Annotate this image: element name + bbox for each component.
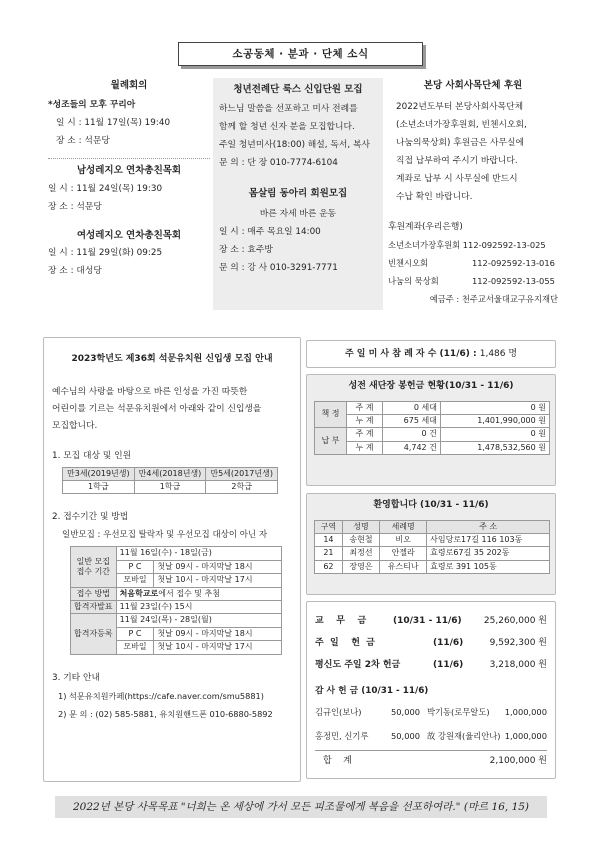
- table-cell: P C: [116, 627, 154, 640]
- finance-row: [315, 632, 547, 654]
- south-title: 남성레지오 연차총친목회: [76, 165, 182, 177]
- thanks-title: 감 사 헌 금 (10/31 - 11/6): [315, 686, 429, 696]
- thanks-row: [315, 724, 547, 748]
- support-line: 계좌로 납부 시 사무실에 반드시: [396, 174, 518, 185]
- kinder-intro: 어린이를 기르는 석문유치원에서 아래와 같이 신입생을: [52, 403, 262, 414]
- account-number: 112-092592-13-025: [462, 240, 546, 251]
- table-cell: 최정선: [342, 547, 379, 560]
- finance-amount: 25,260,000 원: [483, 616, 547, 626]
- south-place: 장 소 : 석문당: [48, 201, 102, 212]
- dance-sub: 바른 자세 바른 운동: [259, 208, 337, 219]
- youth-line: 주일 청년미사(18:00) 해설, 독서, 복사: [219, 140, 370, 151]
- table-cell: 1,401,990,000 원: [440, 415, 549, 428]
- account-row: [388, 272, 558, 290]
- table-cell: 장영은: [342, 560, 379, 573]
- fund-title: 성전 새단장 봉헌금 현황(10/31 - 11/6): [348, 381, 514, 391]
- account-row: [388, 236, 558, 254]
- account-holder: 예금주 : 천주교서울대교구유지재단: [429, 294, 558, 305]
- table-cell: 11월 16일(수) - 18일(금): [116, 547, 281, 560]
- finance-period: (11/6): [433, 638, 464, 648]
- kinder-intro: 모집합니다.: [52, 420, 98, 431]
- table-cell: 송현철: [342, 534, 379, 547]
- attendance-value: 1,486 명: [479, 349, 518, 359]
- table-cell: 모바일: [116, 574, 154, 587]
- table-cell: 1,478,532,560 원: [440, 441, 549, 454]
- welcome-title: 환영합니다 (10/31 - 11/6): [373, 500, 489, 510]
- table-header: 세례명: [380, 520, 427, 533]
- donor-name: 박기동(로무알도): [427, 707, 490, 717]
- table-cell: 11월 23일(수) 15시: [116, 601, 281, 614]
- table-header: 구역: [315, 520, 343, 533]
- dance-title: 몸살림 동아리 회원모집: [248, 188, 348, 200]
- donor-amount: 1,000,000: [504, 707, 547, 717]
- donor-amount: 1,000,000: [504, 731, 547, 741]
- support-notice: [388, 80, 558, 308]
- finance-row: [315, 610, 547, 632]
- table-cell: 안젤라: [380, 547, 427, 560]
- finance-period: (11/6): [433, 660, 464, 670]
- table-cell: 합격자등록: [71, 614, 117, 654]
- finance-panel: [306, 601, 556, 779]
- support-line: 나눔의묵상회) 후원금은 사무실에: [396, 138, 524, 149]
- finance-amount: 3,218,000 원: [489, 660, 547, 670]
- table-cell: 0 원: [440, 428, 549, 441]
- table-cell: 주 계: [347, 401, 383, 414]
- section-heading: 2. 접수기간 및 방법: [52, 512, 129, 523]
- monthly-title: 월례회의: [110, 80, 148, 91]
- finance-row: [315, 654, 547, 676]
- table-cell: 모바일: [116, 641, 154, 654]
- account-name: 빈첸시오회: [388, 258, 429, 269]
- youth-line: 하느님 말씀을 선포하고 미사 전례를: [219, 104, 358, 115]
- youth-line: 함께 할 청년 신자 분을 모집합니다.: [219, 122, 355, 133]
- table-cell: [116, 587, 281, 600]
- kinder-intro: 예수님의 사랑을 바탕으로 바른 인성을 가진 따뜻한: [52, 386, 248, 397]
- table-cell: 효령로67길 35 202동: [427, 547, 550, 560]
- monthly-date: 일 시 : 11월 17일(목) 19:40: [56, 118, 171, 129]
- table-cell: 0 건: [382, 428, 440, 441]
- table-header: 주 소: [427, 520, 550, 533]
- kinder-cafe-link[interactable]: 1) 석문유치원카페(https://cafe.naver.com/smu5881): [58, 690, 264, 701]
- monthly-place: 장 소 : 석문당: [56, 136, 110, 147]
- donor-name: 김규인(보나): [315, 707, 362, 717]
- account-row: [388, 254, 558, 272]
- account-name: 소년소녀가장후원회: [388, 240, 461, 251]
- table-cell: 첫날 10시 - 마지막날 17시: [154, 574, 282, 587]
- support-title: 본당 사회사목단체 후원: [423, 80, 523, 91]
- table-cell: 2학급: [206, 481, 278, 494]
- recruit-panel: [213, 78, 383, 310]
- support-line: (소년소녀가장후원회, 빈첸시오회,: [396, 120, 527, 131]
- dance-line: 장 소 : 효주방: [219, 244, 273, 255]
- welcome-table: [314, 520, 550, 575]
- finance-label: 평신도 주일 2차 헌금: [315, 660, 401, 670]
- table-cell: 62: [315, 560, 343, 573]
- donor-amount: 50,000: [391, 731, 421, 741]
- dance-line: 일 시 : 매주 목요일 14:00: [219, 226, 321, 237]
- table-cell: 675 세대: [382, 415, 440, 428]
- table-cell: 21: [315, 547, 343, 560]
- table-cell: 누 계: [347, 415, 383, 428]
- support-line: 수납 확인 바랍니다.: [396, 192, 473, 203]
- table-cell: 4,742 건: [382, 441, 440, 454]
- footer-motto: 2022년 본당 사목목표 "너희는 온 세상에 가서 모든 피조물에게 복음을 선포하여라." (마르 16, 15): [55, 796, 547, 818]
- total-label: 합 계: [323, 756, 352, 766]
- table-cell: 납 부: [315, 428, 347, 455]
- quota-table: [62, 467, 278, 495]
- table-header: 만4세(2018년생): [134, 467, 206, 480]
- finance-label: 주 일 헌 금: [315, 638, 375, 648]
- finance-period: (10/31 - 11/6): [393, 616, 462, 626]
- section-heading: 1. 모집 대상 및 인원: [52, 450, 132, 461]
- support-line: 직접 납부하여 주시기 바랍니다.: [396, 156, 518, 167]
- table-cell: 사임당로17길 116 103동: [427, 534, 550, 547]
- table-cell: 0 세대: [382, 401, 440, 414]
- account-number: 112-092592-13-016: [472, 258, 555, 269]
- section-heading: 3. 기타 안내: [52, 672, 100, 683]
- table-cell: 유스티나: [380, 560, 427, 573]
- kindergarten-panel: [43, 337, 301, 782]
- female-place: 장 소 : 대성당: [48, 266, 102, 277]
- table-cell: 접수 방법: [71, 587, 117, 600]
- table-cell: 1학급: [63, 481, 135, 494]
- table-header: 성명: [342, 520, 379, 533]
- south-date: 일 시 : 11월 24일(목) 19:30: [48, 183, 163, 194]
- finance-amount: 9,592,300 원: [489, 638, 547, 648]
- table-cell: 효령로 391 105동: [427, 560, 550, 573]
- attendance-box: 주 일 미 사 참 례 자 수 (11/6) : 1,486 명: [306, 340, 556, 368]
- table-cell: 일반 모집 접수 기간: [71, 547, 117, 587]
- female-title: 여성레지오 연차총친목회: [76, 229, 182, 241]
- table-cell: 책 정: [315, 401, 347, 428]
- youth-contact: 문 의 : 단 장 010-7774-6104: [219, 158, 338, 169]
- kinder-title: 2023학년도 제36회 석문유치원 신입생 모집 안내: [71, 354, 273, 364]
- section-title: 소공동체 · 분과 · 단체 소식: [178, 42, 423, 66]
- attendance-label: 주 일 미 사 참 례 자 수 (11/6): [344, 349, 470, 359]
- section-sub: 일반모집 : 우선모집 탈락자 및 우선모집 대상이 아닌 자: [62, 530, 268, 541]
- table-cell: 0 원: [440, 401, 549, 414]
- welcome-panel: [306, 493, 556, 595]
- table-cell: 주 계: [347, 428, 383, 441]
- youth-title: 청년전례단 룩스 신입단원 모집: [233, 84, 363, 95]
- thanks-row: [315, 700, 547, 724]
- method-text: 에서 접수 및 추첨: [158, 588, 221, 598]
- total-value: 2,100,000 원: [489, 756, 547, 766]
- table-cell: 첫날 09시 - 마지막날 18시: [154, 627, 282, 640]
- table-cell: 누 계: [347, 441, 383, 454]
- fund-panel: [306, 374, 556, 486]
- table-cell: 합격자발표: [71, 601, 117, 614]
- donor-name: 홍정민, 신기루: [315, 731, 369, 741]
- table-cell: 11월 24일(목) - 28일(월): [116, 614, 281, 627]
- table-header: 만3세(2019년생): [63, 467, 135, 480]
- support-line: 2022년도부터 본당사회사목단체: [396, 102, 524, 113]
- table-cell: 첫날 10시 - 마지막날 17시: [154, 641, 282, 654]
- monthly-item: *성조들의 모후 꾸리아: [48, 100, 136, 111]
- method-bold: 처음학교로: [119, 588, 159, 598]
- female-date: 일 시 : 11월 29일(화) 09:25: [48, 248, 163, 259]
- donor-name: 故 강원재(율리안나): [427, 731, 501, 741]
- schedule-table: [70, 546, 282, 654]
- table-cell: 1학급: [134, 481, 206, 494]
- dance-contact: 문 의 : 강 사 010-3291-7771: [219, 262, 338, 273]
- table-cell: 첫날 09시 - 마지막날 18시: [154, 560, 282, 573]
- monthly-meeting-notice: [48, 80, 210, 280]
- fund-table: [314, 401, 550, 456]
- finance-label: 교 무 금: [315, 616, 367, 626]
- account-name: 나눔의 묵상회: [388, 276, 439, 287]
- total-row: [315, 750, 547, 770]
- table-header: 만5세(2017년생): [206, 467, 278, 480]
- table-cell: 14: [315, 534, 343, 547]
- table-cell: 비오: [380, 534, 427, 547]
- account-title: 후원계좌(우리은행): [388, 222, 463, 233]
- donor-amount: 50,000: [391, 707, 421, 717]
- kinder-contact: 2) 문 의 : (02) 585-5881, 유치원핸드폰 010-6880-5892: [58, 708, 273, 719]
- table-cell: P C: [116, 560, 154, 573]
- account-number: 112-092592-13-055: [472, 276, 555, 287]
